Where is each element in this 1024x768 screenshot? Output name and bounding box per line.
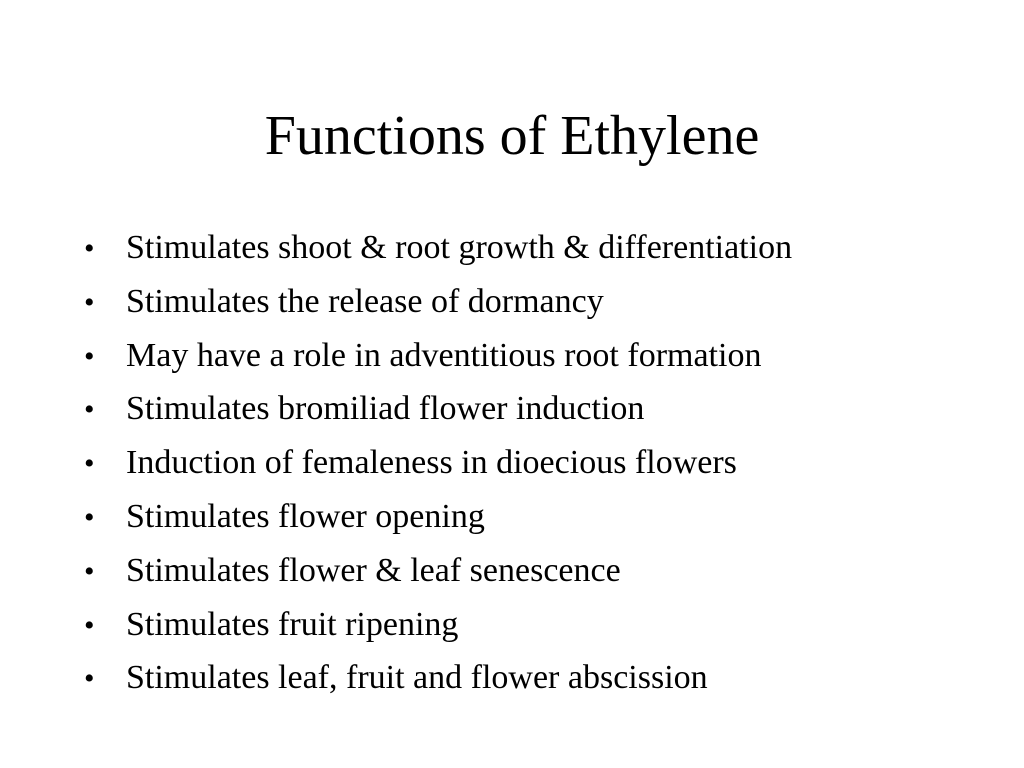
list-item	[84, 599, 984, 653]
bullet-icon: •	[84, 232, 95, 265]
bullet-text: May have a role in adventitious root formation	[126, 336, 762, 374]
bullet-icon: •	[84, 500, 95, 534]
list-item	[84, 652, 984, 706]
slide-title: Functions of Ethylene	[264, 105, 760, 167]
bullet-icon: •	[84, 339, 95, 373]
bullet-icon: •	[84, 393, 95, 427]
bullet-text: Stimulates the release of dormancy	[126, 282, 604, 320]
bullet-text: Stimulates shoot & root growth & differentiation	[126, 229, 793, 266]
bullet-text: Stimulates fruit ripening	[126, 605, 459, 643]
bullet-text: Stimulates bromiliad flower induction	[126, 390, 645, 428]
list-item	[84, 437, 984, 491]
bullet-icon: •	[84, 447, 95, 481]
list-item	[84, 276, 984, 330]
bullet-text: Stimulates leaf, fruit and flower abscission	[126, 659, 708, 697]
bullet-icon: •	[84, 662, 95, 696]
bullet-text: Stimulates flower opening	[126, 497, 485, 535]
list-item	[84, 545, 984, 599]
list-item	[84, 383, 984, 437]
list-item	[84, 222, 984, 276]
bullet-icon: •	[84, 285, 95, 319]
bullet-text: Stimulates flower & leaf senescence	[126, 551, 621, 589]
bullet-icon: •	[84, 608, 95, 642]
list-item	[84, 491, 984, 545]
bullet-icon: •	[84, 554, 95, 588]
bullet-text: Induction of femaleness in dioecious flowers	[126, 444, 737, 482]
list-item	[84, 330, 984, 384]
bullet-list	[84, 222, 984, 706]
